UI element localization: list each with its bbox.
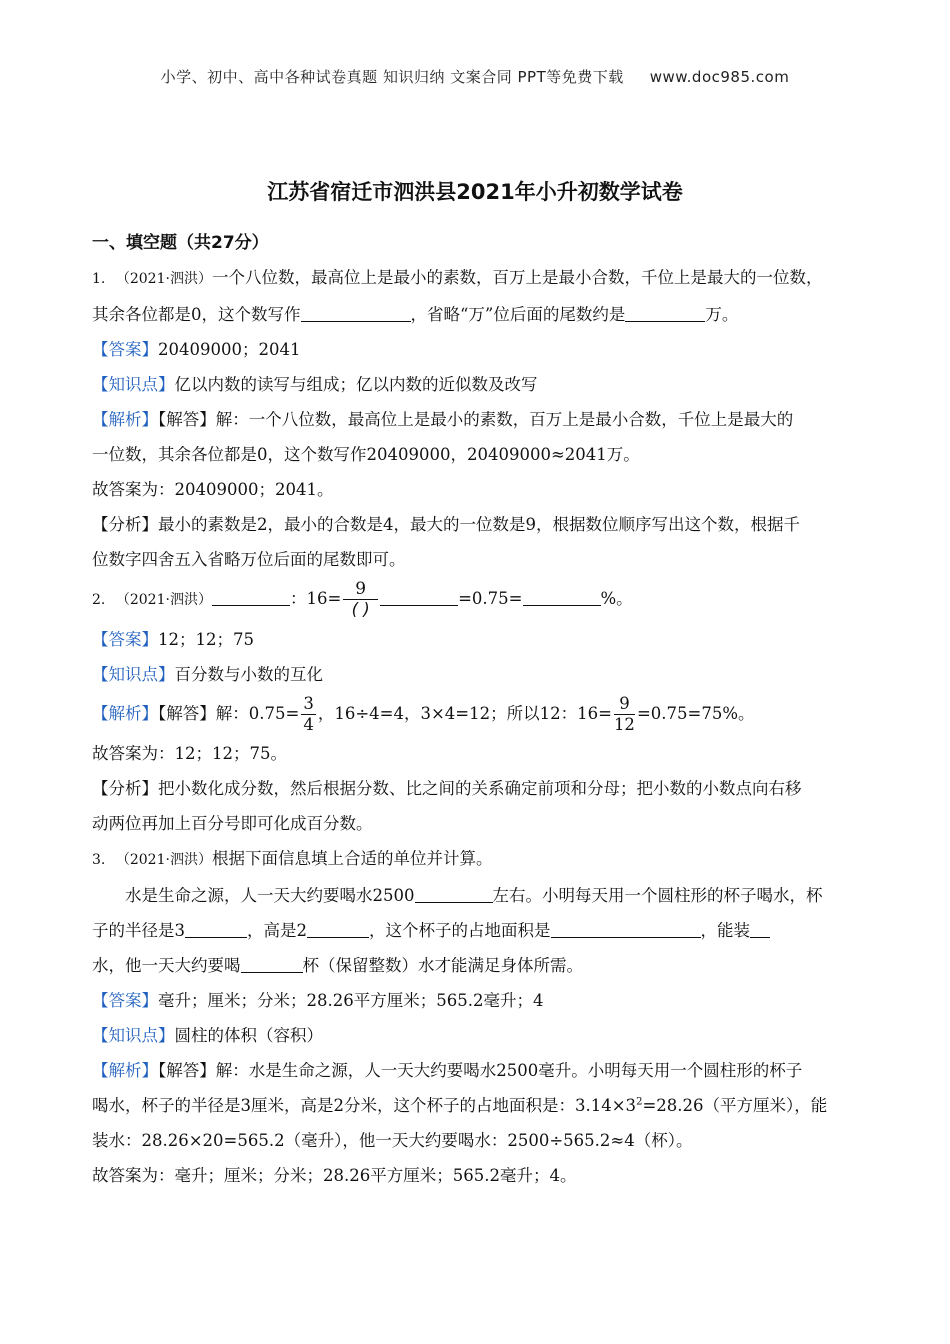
q3-solution-3: 装水：28.26×20=565.2（毫升），他一天大约要喝水：2500÷565.2≈4（杯）。 [92,1131,693,1150]
q3-final: 故答案为：毫升；厘米；分米；28.26平方厘米；565.2毫升；4。 [92,1166,577,1185]
q2-knowledge: 【知识点】百分数与小数的互化 [92,665,323,684]
answer-blank[interactable] [241,952,303,973]
page-header [0,66,950,87]
q1-line-1: 1. （2021·泗洪）一个八位数，最高位上是最小的素数，百万上是最小合数，千位上是最大的一位数， [92,268,823,287]
q2-final: 故答案为：12；12；75。 [92,744,287,763]
q3-answer: 【答案】毫升；厘米；分米；28.26平方厘米；565.2毫升；4 [92,991,544,1010]
q3-line-2: 水是生命之源，人一天大约要喝水2500 左右。小明每天用一个圆柱形的杯子喝水，杯 [92,878,864,913]
q2-fenxi-2: 动两位再加上百分号即可化成百分数。 [92,814,373,833]
fraction: $\frac{3}{4}$ [303,694,314,734]
answer-blank[interactable] [212,585,290,606]
exam-content [92,228,864,1193]
q1-solution-2: 一位数，其余各位都是0，这个数写作20409000，20409000≈2041万。 [92,445,640,464]
q1-line-2: 其余各位都是0，这个数写作 ，省略“万”位后面的尾数约是 万。 [92,297,864,332]
answer-blank[interactable] [380,585,458,606]
answer-blank[interactable] [415,882,493,903]
header-text: 小学、初中、高中各种试卷真题 知识归纳 文案合同 PPT等免费下载 [160,68,624,86]
exam-title: 江苏省宿迁市泗洪县2021年小升初数学试卷 [267,180,683,204]
answer-blank[interactable] [307,917,369,938]
q3-solution-2: 喝水，杯子的半径是3厘米，高是2分米，这个杯子的占地面积是：$3.14\times 3^2=28.26$（平方厘米），能 [92,1096,828,1115]
q1-answer: 【答案】20409000；2041 [92,340,301,359]
q1-fenxi-1: 【分析】最小的素数是2，最小的合数是4，最大的一位数是9，根据数位顺序写出这个数，根据千 [92,515,800,534]
section-heading: 一、填空题（共27分） [92,233,269,253]
q3-knowledge: 【知识点】圆柱的体积（容积） [92,1026,323,1045]
q3-line-3: 子的半径是3 ，高是2 ，这个杯子的占地面积是 ，能装 [92,913,864,948]
q1-fenxi-2: 位数字四舍五入省略万位后面的尾数即可。 [92,550,406,569]
q1-knowledge: 【知识点】亿以内数的读写与组成；亿以内数的近似数及改写 [92,375,538,394]
q3-line-4: 水，他一天大约要喝 杯（保留整数）水才能满足身体所需。 [92,948,864,983]
fraction: $\frac{9}{12}$ [613,694,635,734]
answer-blank[interactable] [551,917,701,938]
q3-line-1: 3. （2021·泗洪）根据下面信息填上合适的单位并计算。 [92,849,493,868]
q1-final: 故答案为：20409000；2041。 [92,480,334,499]
q3-solution-1: 【解析】【解答】解：水是生命之源，人一天大约要喝水2500毫升。小明每天用一个圆柱形的杯子 [92,1061,803,1080]
header-site-link[interactable]: www.doc985.com [649,68,790,86]
fraction: $\frac{9}{( )}$ [343,579,378,620]
q1-solution-1: 【解析】【解答】解：一个八位数，最高位上是最小的素数，百万上是最小合数，千位上是最大的 [92,410,794,429]
q2-line: 2. （2021·泗洪） ：16= $\frac{9}{( )}$ =0.75= %。 [92,579,633,619]
q2-fenxi-1: 【分析】把小数化成分数，然后根据分数、比之间的关系确定前项和分母；把小数的小数点向右移 [92,779,802,798]
answer-blank[interactable] [523,585,601,606]
answer-blank[interactable] [625,301,705,322]
answer-blank[interactable] [301,301,411,322]
q2-answer: 【答案】12；12；75 [92,630,254,649]
answer-blank[interactable] [750,917,770,938]
answer-blank[interactable] [185,917,247,938]
q2-solution: 【解析】【解答】解：0.75= $\frac{3}{4}$ ，16÷4=4，3×4=12；所以12：16= $\frac{9}{12}$ =0.75=75%。 [92,694,755,734]
